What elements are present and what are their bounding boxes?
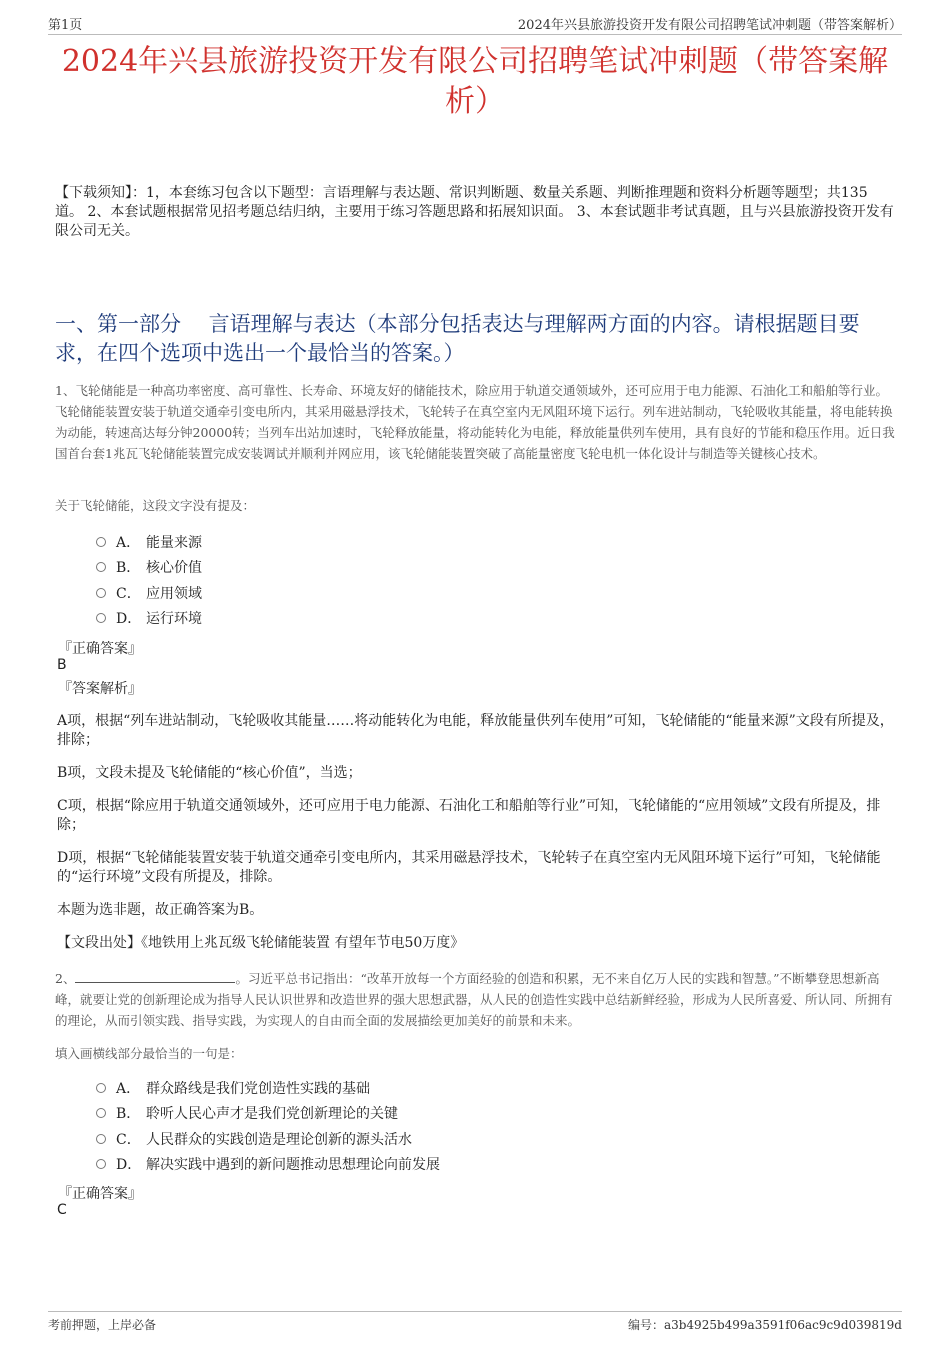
analysis-a: A项，根据“列车进站制动，飞轮吸收其能量……将动能转化为电能，释放能量供列车使用”可知，飞轮储能的“能量来源”文段有所提及，排除； [57,713,894,748]
question-1-options [96,529,202,631]
analysis-c: C项，根据“除应用于轨道交通领域外，还可应用于电力能源、石油化工和船舶等行业”可知，飞轮储能的“应用领域”文段有所提及，排除； [57,798,881,833]
page-header [48,14,902,35]
answer-label: 『正确答案』 [58,641,142,657]
footer-slogan: 考前押题，上岸必备 [48,1318,157,1332]
section-heading: 一、第一部分 言语理解与表达（本部分包括表达与理解两方面的内容。请根据题目要求，在四个选项中选出一个最恰当的答案。） [55,312,860,365]
question-2-prompt: 填入画横线部分最恰当的一句是： [55,1046,243,1061]
option-c[interactable]: C． 人民群众的实践创造是理论创新的源头活水 [96,1126,440,1152]
radio-icon[interactable] [96,613,106,623]
question-1-stem: 1、飞轮储能是一种高功率密度、高可靠性、长寿命、环境友好的储能技术，除应用于轨道交通领域外，还可应用于电力能源、石油化工和船舶等行业。飞轮储能装置安装于轨道交通牵引变电所内，其采用磁悬浮技术，飞轮转子在真空室内无风阻环境下运行。列车进站制动，飞轮吸收其能量，将电能转换为动能，转速高达每分钟20000转；当列车出站加速时，飞轮释放能量，将动能转化为电能，释放能量供列车使用，具有良好的节能和稳压作用。近日我国首台套1兆瓦飞轮储能装置完成安装调试并顺利并网应用，该飞轮储能装置突破了高能量密度飞轮电机一体化设计与制造等关键核心技术。 [55,383,895,461]
analysis-d: D项，根据“飞轮储能装置安装于轨道交通牵引变电所内，其采用磁悬浮技术，飞轮转子在真空室内无风阻环境下运行”可知，飞轮储能的“运行环境”文段有所提及，排除。 [57,850,881,885]
document-id: 编号：a3b4925b499a3591f06ac9c9d039819d [627,1318,902,1332]
option-a[interactable]: A． 群众路线是我们党创造性实践的基础 [96,1075,440,1101]
analysis-b: B项，文段未提及飞轮储能的“核心价值”，当选； [57,765,362,781]
text-source: 【文段出处】《地铁用上兆瓦级飞轮储能装置 有望年节电50万度》 [57,935,465,951]
option-b[interactable]: B． 聆听人民心声才是我们党创新理论的关键 [96,1101,440,1127]
option-a[interactable]: A． 能量来源 [96,529,202,555]
page-footer [48,1311,902,1334]
header-doc-title: 2024年兴县旅游投资开发有限公司招聘笔试冲刺题（带答案解析） [517,18,902,33]
option-d[interactable]: D． 运行环境 [96,606,202,632]
document-title: 2024年兴县旅游投资开发有限公司招聘笔试冲刺题（带答案解析） [61,44,889,119]
question-2-options [96,1075,440,1177]
radio-icon[interactable] [96,1108,106,1118]
analysis-conclusion: 本题为选非题，故正确答案为B。 [57,902,264,918]
radio-icon[interactable] [96,1083,106,1093]
radio-icon[interactable] [96,1134,106,1144]
question-1-prompt: 关于飞轮储能，这段文字没有提及： [55,498,256,513]
radio-icon[interactable] [96,537,106,547]
analysis-label: 『答案解析』 [58,681,142,697]
radio-icon[interactable] [96,588,106,598]
question-2-stem: 2、 。习近平总书记指出：“改革开放每一个方面经验的创造和积累，无不来自亿万人民的实践和智慧。”不断攀登思想新高峰，就要让党的创新理论成为指导人民认识世界和改造世界的强大思想武器，从人民的创造性实践中总结新鲜经验，形成为人民所喜爱、所认同、所拥有的理论，从而引领实践、指导实践，为实现人的自由而全面的发展描绘更加美好的前景和未来。 [55,971,893,1028]
option-c[interactable]: C． 应用领域 [96,580,202,606]
page-number: 第1页 [48,18,83,33]
download-notice: 【下载须知】：1，本套练习包含以下题型：言语理解与表达题、常识判断题、数量关系题、判断推理题和资料分析题等题型；共135道。 2、本套试题根据常见招考题总结归纳，主要用于练习答题思路和拓展知识面。 3、本套试题非考试真题，且与兴县旅游投资开发有限公司无关。 [55,185,894,239]
option-d[interactable]: D． 解决实践中遇到的新问题推动思想理论向前发展 [96,1152,440,1178]
radio-icon[interactable] [96,1159,106,1169]
radio-icon[interactable] [96,562,106,572]
answer-label: 『正确答案』 [58,1186,142,1202]
answer-value: C [57,1202,67,1218]
option-b[interactable]: B． 核心价值 [96,555,202,581]
answer-value: B [57,657,67,673]
fill-blank[interactable] [75,970,235,983]
